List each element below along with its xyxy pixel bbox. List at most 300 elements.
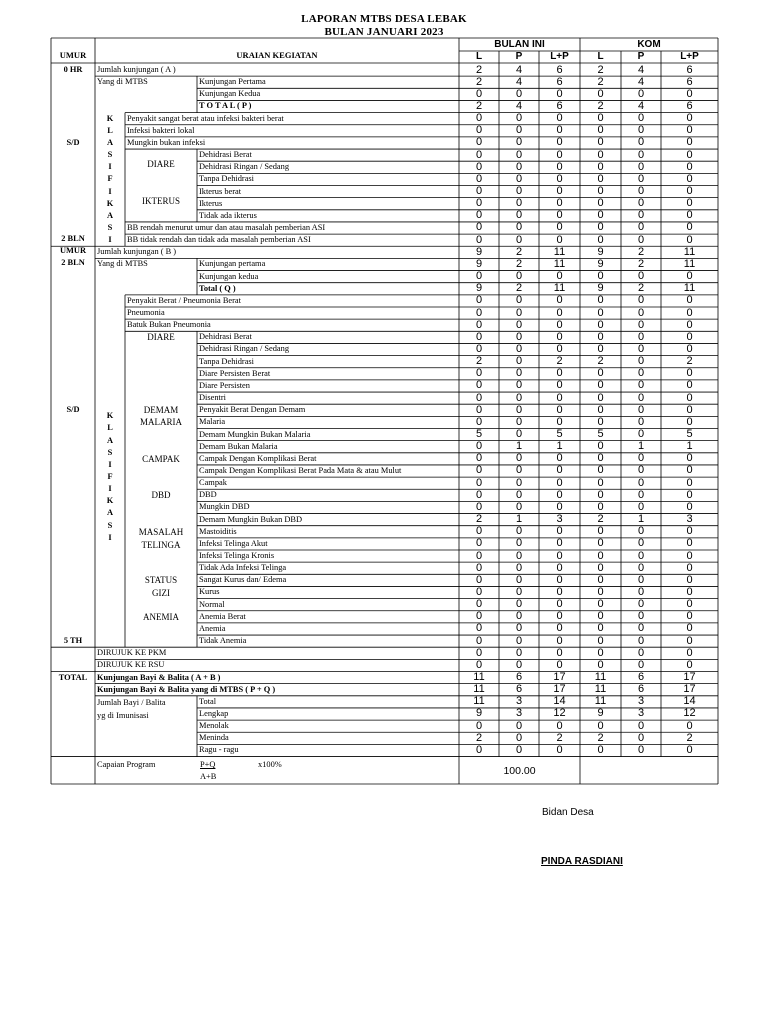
row-value-kom-p: 0 bbox=[637, 355, 645, 368]
row-value-l: 0 bbox=[475, 634, 483, 647]
row-value-p: 4 bbox=[515, 63, 523, 76]
row-value-l: 0 bbox=[475, 549, 483, 562]
row-value-p: 6 bbox=[515, 683, 523, 696]
row-value-kom-lp: 0 bbox=[686, 136, 693, 149]
row-value-kom-lp: 0 bbox=[686, 525, 693, 538]
row-value-kom-lp: 0 bbox=[686, 561, 693, 574]
row-value-kom-l: 0 bbox=[597, 379, 604, 392]
row-value-kom-p: 0 bbox=[637, 379, 645, 392]
row-value-kom-lp: 0 bbox=[686, 172, 693, 185]
row-value-kom-p: 2 bbox=[637, 245, 645, 258]
row-value-lp: 0 bbox=[556, 403, 563, 416]
row-value-kom-lp: 6 bbox=[686, 99, 693, 112]
row-value-lp: 0 bbox=[556, 294, 563, 307]
row-value-p: 0 bbox=[515, 124, 523, 137]
col-subheader-2: L+P bbox=[550, 51, 569, 62]
row-value-kom-l: 0 bbox=[597, 87, 604, 100]
row-value-kom-l: 0 bbox=[597, 124, 604, 137]
row-value-p: 0 bbox=[515, 464, 523, 477]
row-label: Mastoiditis bbox=[199, 526, 237, 536]
klasifikasi-letter-b-3: S bbox=[107, 447, 113, 457]
row-label: Disentri bbox=[199, 393, 226, 403]
row-value-l: 0 bbox=[475, 112, 483, 125]
row-value-kom-l: 0 bbox=[597, 172, 604, 185]
row-value-kom-lp: 17 bbox=[683, 683, 696, 696]
row-value-l: 0 bbox=[475, 440, 483, 453]
row-value-kom-p: 0 bbox=[637, 112, 645, 125]
row-value-p: 0 bbox=[515, 355, 523, 368]
row-value-lp: 3 bbox=[556, 513, 563, 526]
row-value-kom-lp: 3 bbox=[686, 513, 693, 526]
group-imunisasi-line2: yg di Imunisasi bbox=[97, 711, 149, 720]
row-value-lp: 0 bbox=[556, 148, 563, 161]
row-value-l: 0 bbox=[475, 719, 483, 732]
klasifikasi-letter-a-10: I bbox=[108, 235, 112, 245]
row-value-kom-lp: 0 bbox=[686, 233, 693, 246]
row-value-kom-p: 4 bbox=[637, 63, 645, 76]
row-value-kom-l: 0 bbox=[597, 719, 604, 732]
row-value-kom-l: 0 bbox=[597, 221, 604, 234]
row-value-kom-l: 0 bbox=[597, 561, 604, 574]
row-value-kom-lp: 17 bbox=[683, 671, 696, 683]
row-value-kom-l: 9 bbox=[597, 282, 604, 295]
row-label: Sangat Kurus dan/ Edema bbox=[199, 575, 287, 585]
signature-role: Bidan Desa bbox=[542, 807, 594, 818]
row-value-kom-lp: 0 bbox=[686, 573, 693, 586]
row-value-lp: 0 bbox=[556, 367, 563, 380]
row-value-lp: 0 bbox=[556, 318, 563, 331]
row-value-kom-p: 0 bbox=[637, 488, 645, 501]
group-diare: DIARE bbox=[147, 159, 175, 169]
row-value-kom-l: 0 bbox=[597, 270, 604, 283]
row-value-l: 9 bbox=[475, 245, 483, 258]
row-value-l: 0 bbox=[475, 415, 483, 428]
klasifikasi-letter-b-8: A bbox=[106, 508, 114, 518]
row-value-kom-lp: 0 bbox=[686, 87, 693, 100]
row-value-kom-p: 0 bbox=[637, 634, 645, 647]
row-value-p: 2 bbox=[515, 257, 523, 270]
row-value-kom-p: 0 bbox=[637, 136, 645, 149]
group-masalah: MASALAH bbox=[138, 527, 184, 537]
row-label: Total bbox=[199, 696, 217, 706]
row-label: Tidak Ada Infeksi Telinga bbox=[199, 563, 287, 573]
row-value-kom-p: 0 bbox=[637, 500, 645, 513]
row-value-kom-lp: 0 bbox=[686, 197, 693, 210]
row-value-p: 0 bbox=[515, 367, 523, 380]
col-subheader-5: L+P bbox=[680, 51, 699, 62]
row-value-kom-p: 1 bbox=[637, 513, 645, 526]
row-value-l: 0 bbox=[475, 622, 483, 635]
row-value-l: 2 bbox=[475, 99, 483, 112]
row-label: Tanpa Dehidrasi bbox=[199, 174, 254, 184]
umur-label-5th: 5 TH bbox=[63, 636, 83, 645]
row-value-l: 0 bbox=[475, 610, 483, 623]
row-value-kom-lp: 2 bbox=[686, 355, 693, 368]
row-value-kom-l: 0 bbox=[597, 367, 604, 380]
row-value-l: 0 bbox=[475, 136, 483, 149]
row-value-p: 0 bbox=[515, 622, 523, 635]
row-value-p: 0 bbox=[515, 342, 523, 355]
row-value-lp: 0 bbox=[556, 549, 563, 562]
row-label: Infeksi Telinga Akut bbox=[199, 538, 268, 548]
row-value-kom-p: 0 bbox=[637, 403, 645, 416]
row-value-kom-p: 0 bbox=[637, 185, 645, 197]
row-value-kom-p: 0 bbox=[637, 452, 645, 465]
row-value-kom-l: 0 bbox=[597, 294, 604, 307]
row-value-kom-l: 0 bbox=[597, 415, 604, 428]
row-value-kom-lp: 12 bbox=[683, 707, 696, 720]
row-value-kom-l: 0 bbox=[597, 610, 604, 623]
row-value-l: 0 bbox=[475, 658, 483, 671]
row-value-kom-lp: 11 bbox=[683, 257, 696, 270]
row-value-l: 0 bbox=[475, 488, 483, 501]
capaian-numerator: P+Q bbox=[200, 760, 216, 769]
report-title: LAPORAN MTBS DESA LEBAK bbox=[301, 13, 467, 25]
row-value-l: 2 bbox=[475, 63, 483, 76]
row-value-kom-lp: 0 bbox=[686, 342, 693, 355]
row-value-l: 2 bbox=[475, 513, 483, 526]
group-diare-b: DIARE bbox=[147, 332, 175, 342]
klasifikasi-letter-a-4: I bbox=[108, 162, 112, 172]
row-value-kom-p: 0 bbox=[637, 549, 645, 562]
row-label: Infeksi bakteri lokal bbox=[127, 125, 195, 135]
col-subheader-4: P bbox=[637, 51, 645, 62]
row-value-p: 0 bbox=[515, 318, 523, 331]
row-value-lp: 0 bbox=[556, 112, 563, 125]
row-value-p: 0 bbox=[515, 330, 523, 343]
row-value-kom-l: 0 bbox=[597, 306, 604, 319]
row-value-kom-p: 0 bbox=[637, 342, 645, 355]
row-value-kom-l: 0 bbox=[597, 585, 604, 598]
row-value-kom-lp: 14 bbox=[683, 695, 696, 708]
row-value-kom-l: 0 bbox=[597, 209, 604, 222]
row-value-lp: 6 bbox=[556, 99, 563, 112]
row-value-lp: 0 bbox=[556, 500, 563, 513]
row-label: Kurus bbox=[199, 587, 220, 597]
row-label: Pneumonia bbox=[127, 308, 165, 317]
row-value-kom-lp: 0 bbox=[686, 598, 693, 611]
row-value-kom-lp: 0 bbox=[686, 646, 693, 659]
row-value-kom-l: 0 bbox=[597, 330, 604, 343]
row-label: DIRUJUK KE RSU bbox=[97, 660, 165, 670]
row-value-kom-p: 4 bbox=[637, 75, 645, 88]
row-value-kom-p: 1 bbox=[637, 440, 645, 453]
row-value-lp: 0 bbox=[556, 743, 563, 756]
row-value-kom-l: 0 bbox=[597, 537, 604, 550]
row-value-lp: 0 bbox=[556, 124, 563, 137]
row-value-kom-l: 0 bbox=[597, 403, 604, 416]
row-value-kom-l: 2 bbox=[597, 513, 604, 526]
row-label: Dehidrasi Berat bbox=[199, 150, 252, 160]
row-value-kom-l: 0 bbox=[597, 634, 604, 647]
klasifikasi-letter-a-1: L bbox=[107, 125, 113, 135]
row-value-kom-p: 0 bbox=[637, 124, 645, 137]
row-value-lp: 0 bbox=[556, 634, 563, 647]
row-value-kom-lp: 0 bbox=[686, 634, 693, 647]
row-label: Dehidrasi Ringan / Sedang bbox=[199, 162, 290, 172]
row-value-kom-p: 0 bbox=[637, 221, 645, 234]
row-label: Malaria bbox=[199, 417, 226, 427]
row-value-kom-l: 0 bbox=[597, 391, 604, 404]
row-value-lp: 0 bbox=[556, 464, 563, 477]
row-value-lp: 17 bbox=[553, 671, 566, 683]
row-value-l: 0 bbox=[475, 342, 483, 355]
row-value-l: 9 bbox=[475, 282, 483, 295]
row-value-lp: 0 bbox=[556, 160, 563, 173]
row-value-lp: 0 bbox=[556, 172, 563, 185]
row-value-lp: 0 bbox=[556, 379, 563, 392]
klasifikasi-letter-a-3: S bbox=[107, 150, 113, 160]
row-value-l: 0 bbox=[475, 270, 483, 283]
row-label: Dehidrasi Berat bbox=[199, 332, 252, 342]
row-value-kom-p: 0 bbox=[637, 428, 645, 440]
row-value-kom-lp: 0 bbox=[686, 379, 693, 392]
row-value-lp: 0 bbox=[556, 415, 563, 428]
umur-label-total: TOTAL bbox=[58, 673, 88, 682]
row-label: Mungkin DBD bbox=[199, 502, 250, 512]
row-label: BB rendah menurut umur dan atau masalah pemberian ASI bbox=[127, 222, 326, 232]
row-value-lp: 0 bbox=[556, 658, 563, 671]
row-value-p: 0 bbox=[515, 585, 523, 598]
row-value-p: 3 bbox=[515, 695, 523, 708]
row-value-kom-p: 6 bbox=[637, 683, 645, 696]
row-value-l: 0 bbox=[475, 209, 483, 222]
row-value-kom-p: 0 bbox=[637, 172, 645, 185]
row-value-lp: 0 bbox=[556, 136, 563, 149]
row-value-p: 0 bbox=[515, 561, 523, 574]
row-label: Kunjungan Bayi & Balita yang di MTBS ( P + Q ) bbox=[97, 684, 276, 694]
row-value-kom-lp: 0 bbox=[686, 294, 693, 307]
row-value-kom-p: 0 bbox=[637, 719, 645, 732]
row-label: DBD bbox=[199, 490, 217, 500]
group-ikterus: IKTERUS bbox=[142, 196, 180, 206]
row-value-kom-p: 2 bbox=[637, 257, 645, 270]
row-label: Penyakit Berat / Pneumonia Berat bbox=[127, 295, 241, 305]
row-value-l: 0 bbox=[475, 537, 483, 550]
group-campak: CAMPAK bbox=[142, 454, 180, 464]
row-value-lp: 11 bbox=[553, 257, 566, 270]
row-label: Kunjungan Kedua bbox=[199, 89, 261, 99]
row-value-kom-l: 9 bbox=[597, 707, 604, 720]
row-value-kom-p: 0 bbox=[637, 391, 645, 404]
row-value-p: 0 bbox=[515, 549, 523, 562]
row-value-l: 11 bbox=[473, 695, 485, 708]
row-value-p: 3 bbox=[515, 707, 523, 720]
row-value-l: 0 bbox=[475, 500, 483, 513]
row-value-l: 0 bbox=[475, 464, 483, 477]
row-value-p: 0 bbox=[515, 403, 523, 416]
row-value-p: 0 bbox=[515, 646, 523, 659]
row-label: Jumlah kunjungan ( B ) bbox=[97, 247, 177, 257]
row-value-l: 0 bbox=[475, 391, 483, 404]
row-value-l: 0 bbox=[475, 172, 483, 185]
row-label: Campak bbox=[199, 478, 227, 488]
row-label: BB tidak rendah dan tidak ada masalah pemberian ASI bbox=[127, 235, 311, 245]
row-value-l: 0 bbox=[475, 452, 483, 465]
row-value-l: 0 bbox=[475, 403, 483, 416]
row-value-l: 0 bbox=[475, 221, 483, 234]
row-value-lp: 0 bbox=[556, 573, 563, 586]
row-value-lp: 11 bbox=[553, 245, 566, 258]
row-value-p: 0 bbox=[515, 221, 523, 234]
group-telinga: TELINGA bbox=[141, 540, 181, 550]
umur-label-umur: UMUR bbox=[59, 246, 87, 255]
col-subheader-3: L bbox=[597, 51, 604, 62]
row-label: Ikterus bbox=[199, 198, 223, 208]
row-value-kom-l: 0 bbox=[597, 160, 604, 173]
row-value-lp: 0 bbox=[556, 87, 563, 100]
row-value-kom-l: 0 bbox=[597, 452, 604, 465]
row-value-kom-lp: 0 bbox=[686, 549, 693, 562]
capaian-denominator: A+B bbox=[200, 772, 217, 781]
row-value-lp: 0 bbox=[556, 452, 563, 465]
row-value-kom-l: 2 bbox=[597, 75, 604, 88]
umur-label-sd: S/D bbox=[66, 138, 80, 147]
row-value-kom-lp: 1 bbox=[686, 440, 693, 453]
row-value-lp: 0 bbox=[556, 391, 563, 404]
row-value-kom-p: 0 bbox=[637, 233, 645, 246]
row-value-p: 0 bbox=[515, 197, 523, 210]
row-value-kom-l: 5 bbox=[597, 428, 604, 440]
col-subheader-1: P bbox=[515, 51, 523, 62]
row-value-lp: 11 bbox=[553, 282, 566, 295]
row-value-kom-lp: 0 bbox=[686, 464, 693, 477]
row-value-kom-l: 0 bbox=[597, 743, 604, 756]
row-value-p: 0 bbox=[515, 476, 523, 489]
row-label: Infeksi Telinga Kronis bbox=[199, 551, 275, 560]
row-label: Batuk Bukan Pneumonia bbox=[127, 320, 211, 330]
row-value-l: 0 bbox=[475, 233, 483, 246]
klasifikasi-letter-b-4: I bbox=[108, 459, 112, 469]
row-label: Anemia bbox=[199, 623, 226, 633]
row-label: Dehidrasi Ringan / Sedang bbox=[199, 344, 290, 354]
row-label: Kunjungan pertama bbox=[199, 259, 266, 269]
row-value-kom-lp: 0 bbox=[686, 476, 693, 489]
row-value-p: 0 bbox=[515, 87, 523, 100]
row-value-kom-l: 2 bbox=[597, 355, 604, 368]
row-value-kom-p: 0 bbox=[637, 318, 645, 331]
row-value-kom-lp: 0 bbox=[686, 160, 693, 173]
row-value-kom-l: 2 bbox=[597, 99, 604, 112]
row-value-lp: 1 bbox=[556, 440, 563, 453]
klasifikasi-letter-b-5: F bbox=[107, 472, 113, 482]
row-value-lp: 17 bbox=[553, 683, 566, 696]
row-value-kom-lp: 0 bbox=[686, 185, 693, 197]
row-value-l: 0 bbox=[475, 160, 483, 173]
row-value-kom-lp: 0 bbox=[686, 403, 693, 416]
row-value-kom-p: 4 bbox=[637, 99, 645, 112]
row-value-kom-p: 0 bbox=[637, 658, 645, 671]
row-value-p: 4 bbox=[515, 75, 523, 88]
row-value-p: 0 bbox=[515, 452, 523, 465]
row-value-kom-l: 0 bbox=[597, 622, 604, 635]
row-label: Diare Persisten bbox=[199, 380, 250, 390]
row-label: Penyakit Berat Dengan Demam bbox=[199, 405, 306, 415]
row-value-p: 0 bbox=[515, 379, 523, 392]
row-value-p: 0 bbox=[515, 573, 523, 586]
row-value-l: 0 bbox=[475, 573, 483, 586]
col-header-uraian: URAIAN KEGIATAN bbox=[236, 50, 318, 60]
row-value-l: 0 bbox=[475, 525, 483, 538]
row-value-p: 6 bbox=[515, 671, 523, 683]
row-value-lp: 0 bbox=[556, 306, 563, 319]
row-value-kom-p: 0 bbox=[637, 561, 645, 574]
row-value-l: 0 bbox=[475, 743, 483, 756]
klasifikasi-letter-a-6: I bbox=[108, 186, 112, 196]
row-value-kom-p: 0 bbox=[637, 731, 645, 744]
row-value-kom-p: 3 bbox=[637, 695, 645, 708]
row-value-p: 0 bbox=[515, 415, 523, 428]
col-header-kom: KOM bbox=[637, 39, 661, 50]
row-value-kom-p: 0 bbox=[637, 525, 645, 538]
row-value-p: 0 bbox=[515, 658, 523, 671]
klasifikasi-letter-b-6: I bbox=[108, 484, 112, 494]
row-value-kom-l: 0 bbox=[597, 488, 604, 501]
row-value-l: 0 bbox=[475, 585, 483, 598]
row-value-l: 2 bbox=[475, 75, 483, 88]
col-header-umur: UMUR bbox=[59, 50, 87, 60]
row-value-kom-p: 2 bbox=[637, 282, 645, 295]
row-value-kom-lp: 11 bbox=[683, 245, 696, 258]
row-value-kom-l: 0 bbox=[597, 658, 604, 671]
row-value-lp: 0 bbox=[556, 646, 563, 659]
klasifikasi-letter-b-0: K bbox=[106, 411, 114, 421]
row-value-l: 0 bbox=[475, 561, 483, 574]
klasifikasi-letter-b-1: L bbox=[107, 423, 113, 433]
row-value-l: 0 bbox=[475, 294, 483, 307]
report-period: BULAN JANUARI 2023 bbox=[324, 26, 444, 38]
row-value-kom-p: 0 bbox=[637, 415, 645, 428]
row-label: Campak Dengan Komplikasi Berat bbox=[199, 453, 317, 463]
row-value-lp: 2 bbox=[556, 355, 563, 368]
row-value-kom-p: 0 bbox=[637, 537, 645, 550]
row-value-kom-lp: 0 bbox=[686, 537, 693, 550]
row-value-kom-l: 0 bbox=[597, 646, 604, 659]
row-value-p: 0 bbox=[515, 719, 523, 732]
row-value-kom-lp: 0 bbox=[686, 585, 693, 598]
row-value-p: 0 bbox=[515, 148, 523, 161]
row-value-p: 0 bbox=[515, 428, 523, 440]
row-value-lp: 12 bbox=[553, 707, 566, 720]
row-value-l: 0 bbox=[475, 330, 483, 343]
row-value-kom-lp: 6 bbox=[686, 75, 693, 88]
row-value-lp: 0 bbox=[556, 476, 563, 489]
group-anemia: ANEMIA bbox=[143, 612, 179, 622]
row-value-kom-p: 0 bbox=[637, 270, 645, 283]
row-value-lp: 6 bbox=[556, 75, 563, 88]
row-value-kom-p: 0 bbox=[637, 209, 645, 222]
row-value-kom-lp: 0 bbox=[686, 488, 693, 501]
row-value-l: 11 bbox=[473, 671, 485, 683]
row-value-l: 0 bbox=[475, 148, 483, 161]
row-value-p: 0 bbox=[515, 525, 523, 538]
row-value-p: 0 bbox=[515, 731, 523, 744]
col-header-bulan-ini: BULAN INI bbox=[494, 39, 545, 50]
row-value-kom-p: 0 bbox=[637, 646, 645, 659]
row-value-p: 0 bbox=[515, 233, 523, 246]
row-value-kom-lp: 0 bbox=[686, 658, 693, 671]
row-value-kom-p: 0 bbox=[637, 294, 645, 307]
row-value-lp: 14 bbox=[553, 695, 566, 708]
row-value-lp: 0 bbox=[556, 221, 563, 234]
row-value-kom-l: 2 bbox=[597, 731, 604, 744]
row-value-kom-p: 0 bbox=[637, 610, 645, 623]
row-value-kom-l: 0 bbox=[597, 185, 604, 197]
row-value-kom-lp: 0 bbox=[686, 209, 693, 222]
row-label: Kunjungan Pertama bbox=[199, 77, 266, 87]
klasifikasi-letter-a-0: K bbox=[106, 113, 114, 123]
row-label: Total ( Q ) bbox=[199, 283, 236, 293]
